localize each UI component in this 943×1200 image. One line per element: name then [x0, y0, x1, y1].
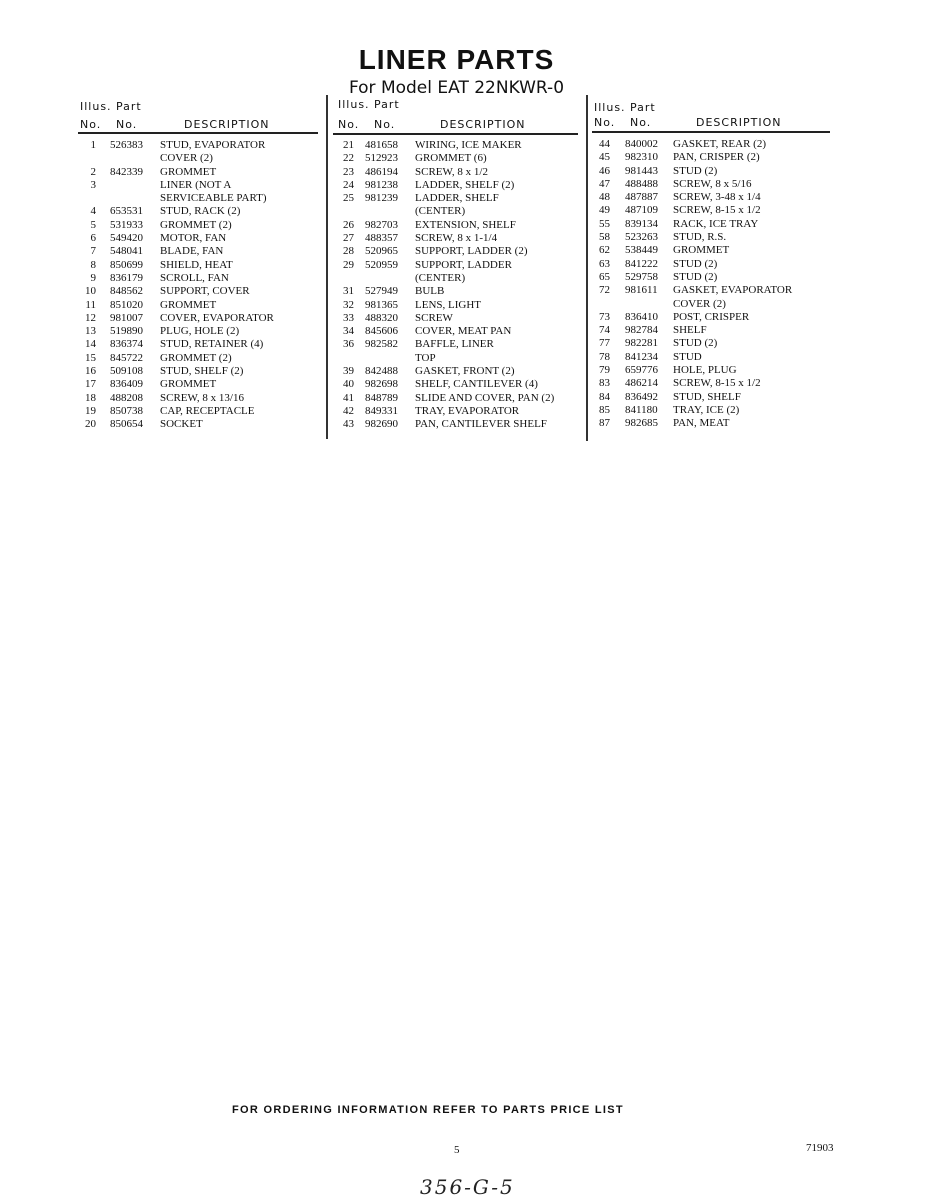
part-description: SUPPORT, LADDER (2) [415, 245, 528, 258]
table-row [74, 259, 324, 272]
illus-number: 10 [85, 285, 96, 298]
table-row [588, 178, 838, 191]
part-number: 982281 [625, 337, 658, 350]
header-illus-no: No. [80, 118, 102, 131]
part-number: 849331 [365, 404, 398, 417]
table-row [588, 271, 838, 284]
table-row [588, 191, 838, 204]
table-row [588, 218, 838, 231]
part-number: 836492 [625, 390, 658, 403]
illus-number: 2 [90, 165, 96, 178]
part-description: SHIELD, HEAT [160, 258, 233, 271]
illus-number: 14 [85, 338, 96, 351]
table-row [332, 245, 582, 258]
part-number: 848789 [365, 391, 398, 404]
part-description: GROMMET [160, 298, 217, 311]
part-number: 841222 [625, 257, 658, 270]
part-number: 526383 [110, 139, 143, 151]
illus-number: 62 [599, 244, 610, 257]
part-description: GASKET, FRONT (2) [415, 365, 515, 378]
illus-number: 17 [85, 378, 96, 391]
header-part: Part [374, 98, 400, 111]
illus-number: 21 [343, 139, 354, 151]
part-description: TOP [415, 351, 436, 364]
illus-number: 48 [599, 191, 610, 204]
part-description: STUD (2) [673, 337, 718, 350]
part-description: COVER, MEAT PAN [415, 325, 512, 338]
part-description: BAFFLE, LINER [415, 338, 494, 351]
table-row [588, 377, 838, 390]
table-row [74, 365, 324, 378]
part-number: 850699 [110, 258, 143, 271]
ordering-note: FOR ORDERING INFORMATION REFER TO PARTS PRICE LIST [232, 1104, 624, 1116]
illus-number: 39 [343, 365, 354, 378]
part-description: STUD, RETAINER (4) [160, 338, 264, 351]
illus-number: 22 [343, 152, 354, 165]
table-row [588, 298, 838, 311]
part-number: 845722 [110, 351, 143, 364]
part-description: GROMMET [673, 244, 730, 257]
table-row [588, 231, 838, 244]
part-number: 981239 [365, 192, 398, 205]
illus-number: 19 [85, 404, 96, 417]
part-number: 851020 [110, 298, 143, 311]
table-row [74, 179, 324, 192]
table-row [588, 324, 838, 337]
part-description: SCREW, 8 x 5/16 [673, 177, 752, 190]
part-number: 841180 [625, 403, 658, 416]
illus-number: 6 [90, 232, 96, 245]
header-part-no: No. [374, 118, 396, 131]
part-description: STUD (2) [673, 164, 718, 177]
part-number: 519890 [110, 325, 143, 338]
table-row [332, 405, 582, 418]
illus-number: 36 [343, 338, 354, 351]
table-row [74, 166, 324, 179]
table-row [588, 138, 838, 151]
part-number: 527949 [365, 285, 398, 298]
illus-number: 34 [343, 325, 354, 338]
table-row [74, 205, 324, 218]
part-description: PAN, CANTILEVER SHELF [415, 418, 547, 431]
table-row [332, 219, 582, 232]
part-number: 529758 [625, 270, 658, 283]
illus-number: 42 [343, 404, 354, 417]
part-description: HOLE, PLUG [673, 364, 737, 377]
illus-number: 63 [599, 257, 610, 270]
part-description: RACK, ICE TRAY [673, 217, 759, 230]
header-description: DESCRIPTION [440, 118, 526, 131]
illus-number: 65 [599, 270, 610, 283]
part-description: COVER (2) [160, 152, 213, 165]
part-number: 982310 [625, 151, 658, 164]
part-description: BLADE, FAN [160, 245, 224, 258]
illus-number: 41 [343, 391, 354, 404]
illus-number: 28 [343, 245, 354, 258]
part-description: SCREW, 8 x 1/2 [415, 165, 488, 178]
illus-number: 3 [90, 178, 96, 191]
part-description: SHELF [673, 324, 707, 337]
part-description: CAP, RECEPTACLE [160, 404, 255, 417]
table-row [588, 204, 838, 217]
illus-number: 32 [343, 298, 354, 311]
part-description: SCREW, 8 x 1-1/4 [415, 232, 498, 245]
illus-number: 5 [90, 218, 96, 231]
illus-number: 8 [90, 258, 96, 271]
header-part-no: No. [630, 116, 652, 129]
table-row [588, 391, 838, 404]
part-description: PAN, MEAT [673, 417, 730, 430]
part-number: 845606 [365, 325, 398, 338]
column-divider [326, 95, 328, 439]
part-description: STUD (2) [673, 257, 718, 270]
part-number: 982685 [625, 417, 658, 430]
illus-number: 12 [85, 311, 96, 324]
table-row [74, 152, 324, 165]
part-number: 659776 [625, 364, 658, 377]
illus-number: 85 [599, 403, 610, 416]
table-row [74, 272, 324, 285]
illus-number: 49 [599, 204, 610, 217]
part-number: 487109 [625, 204, 658, 217]
illus-number: 31 [343, 285, 354, 298]
illus-number: 73 [599, 310, 610, 323]
table-row [74, 232, 324, 245]
part-number: 488357 [365, 232, 398, 245]
illus-number: 7 [90, 245, 96, 258]
part-number: 509108 [110, 365, 143, 378]
illus-number: 74 [599, 324, 610, 337]
part-description: LINER (NOT A [160, 178, 232, 191]
header-illus-no: No. [338, 118, 360, 131]
part-description: STUD, RACK (2) [160, 205, 241, 218]
table-row [74, 392, 324, 405]
table-row [74, 352, 324, 365]
part-number: 488208 [110, 391, 143, 404]
illus-number: 25 [343, 192, 354, 205]
table-row [332, 259, 582, 272]
part-number: 981611 [625, 284, 658, 297]
part-description: LADDER, SHELF (2) [415, 178, 515, 191]
part-description: MOTOR, FAN [160, 232, 227, 245]
illus-number: 4 [90, 205, 96, 218]
table-row [332, 392, 582, 405]
illus-number: 11 [85, 298, 96, 311]
table-row [588, 284, 838, 297]
table-row [588, 165, 838, 178]
handwritten-note: 356-G-5 [420, 1175, 515, 1199]
header-illus: Illus. [80, 100, 112, 113]
part-number: 840002 [625, 138, 658, 150]
part-description: SOCKET [160, 418, 203, 431]
illus-number: 79 [599, 364, 610, 377]
table-row [74, 245, 324, 258]
table-row [74, 418, 324, 431]
table-row [588, 244, 838, 257]
part-description: PLUG, HOLE (2) [160, 325, 240, 338]
part-description: SCROLL, FAN [160, 271, 229, 284]
table-row [74, 139, 324, 152]
part-description: SCREW, 3-48 x 1/4 [673, 191, 761, 204]
page-number: 5 [454, 1144, 460, 1156]
part-number: 841234 [625, 350, 658, 363]
part-number: 981238 [365, 178, 398, 191]
illus-number: 78 [599, 350, 610, 363]
illus-number: 40 [343, 378, 354, 391]
table-row [332, 152, 582, 165]
table-row [332, 312, 582, 325]
part-description: STUD [673, 350, 702, 363]
header-description: DESCRIPTION [696, 116, 782, 129]
part-description: LENS, LIGHT [415, 298, 481, 311]
table-row [332, 166, 582, 179]
part-number: 481658 [365, 139, 398, 151]
part-number: 836410 [625, 310, 658, 323]
part-description: GROMMET (6) [415, 152, 487, 165]
part-number: 486194 [365, 165, 398, 178]
illus-number: 46 [599, 164, 610, 177]
part-number: 842339 [110, 165, 143, 178]
part-number: 653531 [110, 205, 143, 218]
part-number: 836409 [110, 378, 143, 391]
part-description: STUD, SHELF (2) [160, 365, 244, 378]
table-row [74, 325, 324, 338]
table-row [74, 312, 324, 325]
part-description: STUD (2) [673, 270, 718, 283]
part-description: SUPPORT, LADDER [415, 258, 512, 271]
table-row [588, 351, 838, 364]
table-row [588, 258, 838, 271]
part-description: POST, CRISPER [673, 310, 750, 323]
table-row [332, 378, 582, 391]
part-description: SCREW, 8 x 13/16 [160, 391, 244, 404]
illus-number: 23 [343, 165, 354, 178]
part-number: 981365 [365, 298, 398, 311]
part-number: 982784 [625, 324, 658, 337]
table-row [588, 417, 838, 430]
part-number: 842488 [365, 365, 398, 378]
illus-number: 24 [343, 178, 354, 191]
part-number: 523263 [625, 231, 658, 244]
part-description: COVER, EVAPORATOR [160, 311, 274, 324]
part-description: SCREW, 8-15 x 1/2 [673, 377, 761, 390]
part-description: WIRING, ICE MAKER [415, 139, 522, 151]
header-illus: Illus. [594, 101, 626, 114]
table-row [332, 365, 582, 378]
part-number: 538449 [625, 244, 658, 257]
part-number: 982690 [365, 418, 398, 431]
table-row [332, 139, 582, 152]
part-description: LADDER, SHELF [415, 192, 499, 205]
table-row [332, 299, 582, 312]
table-row [74, 219, 324, 232]
part-description: BULB [415, 285, 445, 298]
page-title: LINER PARTS [358, 44, 555, 75]
part-number: 488488 [625, 177, 658, 190]
part-number: 520959 [365, 258, 398, 271]
part-number: 839134 [625, 217, 658, 230]
table-row [332, 325, 582, 338]
illus-number: 58 [599, 231, 610, 244]
part-description: SCREW, 8-15 x 1/2 [673, 204, 761, 217]
illus-number: 18 [85, 391, 96, 404]
table-row [588, 311, 838, 324]
part-number: 487887 [625, 191, 658, 204]
part-description: (CENTER) [415, 271, 466, 284]
illus-number: 87 [599, 417, 610, 430]
table-row [588, 364, 838, 377]
table-row [332, 338, 582, 351]
table-row [332, 192, 582, 205]
part-number: 836374 [110, 338, 143, 351]
part-description: EXTENSION, SHELF [415, 218, 516, 231]
part-description: TRAY, ICE (2) [673, 403, 740, 416]
illus-number: 20 [85, 418, 96, 431]
table-row [332, 205, 582, 218]
illus-number: 27 [343, 232, 354, 245]
part-description: SLIDE AND COVER, PAN (2) [415, 391, 555, 404]
part-description: GROMMET [160, 165, 217, 178]
table-row [332, 352, 582, 365]
illus-number: 9 [90, 271, 96, 284]
illus-number: 16 [85, 365, 96, 378]
part-number: 549420 [110, 232, 143, 245]
illus-number: 47 [599, 177, 610, 190]
table-row [74, 285, 324, 298]
illus-number: 83 [599, 377, 610, 390]
model-subtitle: For Model EAT 22NKWR-0 [348, 78, 565, 98]
part-description: GROMMET [160, 378, 217, 391]
part-number: 982698 [365, 378, 398, 391]
header-illus-no: No. [594, 116, 616, 129]
table-row [332, 179, 582, 192]
illus-number: 1 [90, 139, 96, 151]
part-description: STUD, SHELF [673, 390, 741, 403]
illus-number: 45 [599, 151, 610, 164]
part-number: 981007 [110, 311, 143, 324]
part-description: TRAY, EVAPORATOR [415, 404, 520, 417]
part-description: GROMMET (2) [160, 218, 232, 231]
illus-number: 15 [85, 351, 96, 364]
header-rule [333, 133, 578, 135]
part-description: SUPPORT, COVER [160, 285, 250, 298]
table-row [332, 232, 582, 245]
part-description: GASKET, EVAPORATOR [673, 284, 793, 297]
part-number: 512923 [365, 152, 398, 165]
header-rule [78, 132, 318, 134]
document-number: 71903 [806, 1142, 834, 1154]
part-number: 520965 [365, 245, 398, 258]
part-description: (CENTER) [415, 205, 466, 218]
part-description: STUD, EVAPORATOR [160, 139, 266, 151]
table-row [588, 404, 838, 417]
illus-number: 26 [343, 218, 354, 231]
part-number: 982703 [365, 218, 398, 231]
table-row [74, 405, 324, 418]
illus-number: 43 [343, 418, 354, 431]
part-number: 848562 [110, 285, 143, 298]
illus-number: 77 [599, 337, 610, 350]
illus-number: 84 [599, 390, 610, 403]
header-part: Part [116, 100, 142, 113]
illus-number: 33 [343, 311, 354, 324]
part-description: STUD, R.S. [673, 231, 727, 244]
table-row [74, 192, 324, 205]
header-description: DESCRIPTION [184, 118, 270, 131]
header-rule [592, 131, 830, 133]
table-row [332, 418, 582, 431]
part-description: COVER (2) [673, 297, 726, 310]
part-number: 531933 [110, 218, 143, 231]
illus-number: 44 [599, 138, 610, 150]
header-illus: Illus. [338, 98, 370, 111]
part-description: PAN, CRISPER (2) [673, 151, 760, 164]
part-description: GASKET, REAR (2) [673, 138, 766, 150]
part-description: SCREW [415, 311, 453, 324]
illus-number: 55 [599, 217, 610, 230]
illus-number: 13 [85, 325, 96, 338]
illus-number: 72 [599, 284, 610, 297]
part-number: 548041 [110, 245, 143, 258]
header-part: Part [630, 101, 656, 114]
part-description: SERVICEABLE PART) [160, 192, 267, 205]
part-description: SHELF, CANTILEVER (4) [415, 378, 538, 391]
part-number: 981443 [625, 164, 658, 177]
table-row [74, 378, 324, 391]
table-row [588, 151, 838, 164]
part-description: GROMMET (2) [160, 351, 232, 364]
part-number: 488320 [365, 311, 398, 324]
illus-number: 29 [343, 258, 354, 271]
part-number: 850738 [110, 404, 143, 417]
table-row [588, 337, 838, 350]
table-row [74, 338, 324, 351]
part-number: 486214 [625, 377, 658, 390]
table-row [332, 285, 582, 298]
part-number: 850654 [110, 418, 143, 431]
table-row [332, 272, 582, 285]
part-number: 982582 [365, 338, 398, 351]
part-number: 836179 [110, 271, 143, 284]
header-part-no: No. [116, 118, 138, 131]
table-row [74, 299, 324, 312]
